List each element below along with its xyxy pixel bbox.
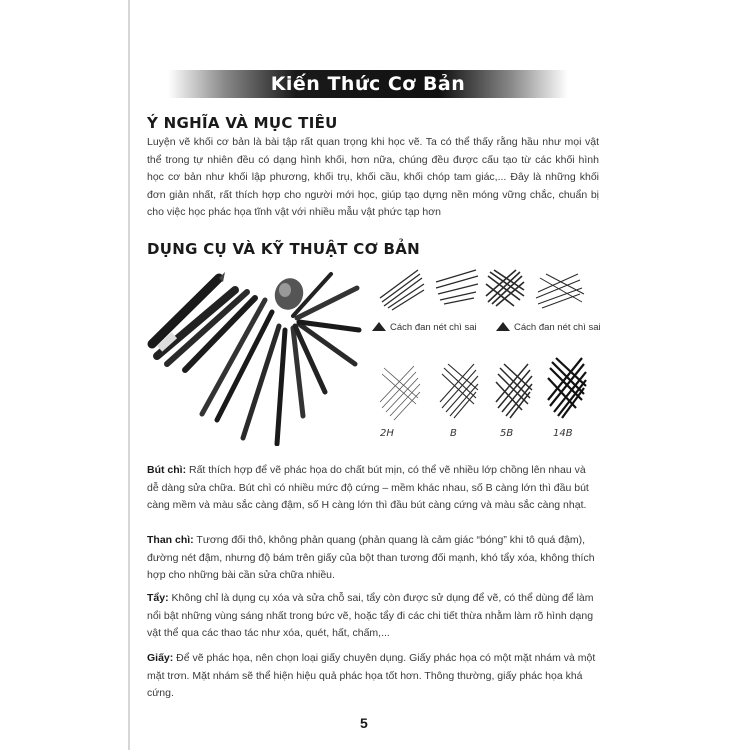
section-body-purpose: Luyện vẽ khối cơ bản là bài tập rất quan trọng khi học vẽ. Ta có thể thấy rằng hầu như mọi vật thể trong tự nhiên đều có dạng hình khối, hơn nữa, chúng đều được cấu tạo từ các khối hình học cơ bản như khối lập phương, khối trụ, khối cầu, khối chóp tam giác,... Đây là những khối đơn giản nhất, rất thích hợp cho người mới học, giúp tạo dựng nền móng vững chắc, chuẩn bị cho việc học phác họa tĩnh vật với nhiều mẫu vật phức tạp hơn	[147, 136, 599, 218]
hatching-samples	[370, 262, 602, 442]
caption-wrong-hatching-right: Cách đan nét chì sai	[496, 322, 606, 334]
hatch-sample-b	[440, 364, 478, 418]
caption-wrong-hatching-left: Cách đan nét chì sai	[372, 322, 482, 334]
hatch-sample-2h	[380, 366, 420, 420]
paragraph-paper: Giấy: Để vẽ phác họa, nên chọn loại giấy chuyên dụng. Giấy phác họa có một mặt nhám và một mặt trơn. Mặt nhám sẽ thể hiện hiệu quả phác họa tốt hơn. Thông thường, giấy phác họa khá cứng.	[147, 652, 596, 699]
triangle-pointer-icon	[372, 322, 386, 331]
chapter-title: Kiến Thức Cơ Bản	[270, 73, 466, 95]
pencils-illustration	[147, 268, 365, 446]
chapter-banner	[168, 70, 568, 98]
page-number: 5	[360, 715, 368, 731]
book-spine-edge	[128, 0, 130, 750]
grade-label-b: B	[450, 428, 457, 439]
hatch-sample-1	[380, 270, 424, 310]
hatch-sample-5b	[496, 364, 532, 418]
grade-label-2h: 2H	[380, 428, 394, 439]
section-heading-tools: DỤNG CỤ VÀ KỸ THUẬT CƠ BẢN	[147, 240, 421, 258]
section-heading-purpose: Ý NGHĨA VÀ MỤC TIÊU	[147, 114, 338, 132]
paragraph-eraser: Tẩy: Không chỉ là dụng cụ xóa và sửa chỗ sai, tẩy còn được sử dụng để vẽ, có thể dùng để làm nổi bật những vùng sáng nhất trong bức vẽ, hoặc tẩy đi các chi tiết thừa nhằm làm rõ hình dạng vật thể qua các thao tác như xóa, quét, hất, chấm,...	[147, 592, 594, 639]
hatch-sample-2	[436, 270, 478, 304]
paragraph-graphite: Than chì: Tương đối thô, không phản quang (phản quang là cảm giác “bóng” khi tô quá đậm), đường nét đậm, nhưng độ bám trên giấy của bột than tương đối mạnh, khó tẩy xóa, không thích hợp cho những bài cần sửa chữa nhiều.	[147, 534, 595, 581]
triangle-pointer-icon	[496, 322, 510, 331]
hatch-sample-14b	[548, 358, 586, 418]
grade-label-5b: 5B	[500, 428, 514, 439]
hatch-sample-4	[536, 274, 584, 308]
grade-label-14b: 14B	[553, 428, 573, 439]
hatch-sample-3	[486, 270, 524, 306]
paragraph-pencil: Bút chì: Rất thích hợp để vẽ phác họa do chất bút mịn, có thể vẽ nhiều lớp chồng lên nhau và dễ dàng sửa chữa. Bút chì có nhiều mức độ cứng – mềm khác nhau, số B càng lớn thì đầu bút càng mềm và màu sắc càng đậm, số H càng lớn thì đầu bút càng cứng và màu sắc càng nhạt.	[147, 464, 589, 511]
